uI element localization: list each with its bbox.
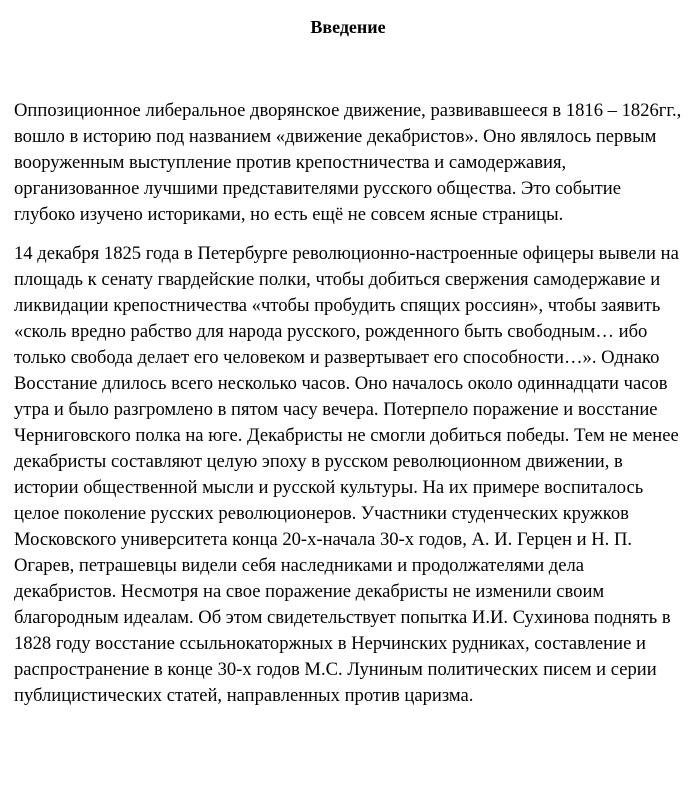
document-page: [14, 14, 682, 722]
document-title: Введение: [310, 17, 386, 37]
paragraph-uprising: 14 декабря 1825 года в Петербурге революционно-настроенные офицеры вывели на площадь к сенату гвардейские полки, чтобы добиться свержения самодержавие и ликвидации крепостничества «чтобы пробудить спящих россиян», чтобы заявить «сколь вредно рабство для народа русского, рожденного быть свободным… ибо только свобода делает его человеком и развертывает его способности…». Однако Восстание длилось всего несколько часов. Оно началось около одиннадцати часов утра и было разгромлено в пятом часу вечера. Потерпело поражение и восстание Черниговского полка на юге. Декабристы не смогли добиться победы. Тем не менее декабристы составляют целую эпоху в русском революционном движении, в истории общественной мысли и русской культуры. На их примере воспиталось целое поколение русских революционеров. Участники студенческих кружков Московского университета конца 20-х-начала 30-х годов, А. И. Герцен и Н. П. Огарев, петрашевцы видели себя наследниками и продолжателями дела декабристов. Несмотря на свое поражение декабристы не изменили своим благородным идеалам. Об этом свидетельствует попытка И.И. Сухинова поднять в 1828 году восстание ссыльнокаторжных в Нерчинских рудниках, составление и распространение в конце 30-х годов М.С. Луниным политических писем и серии публицистических статей, направленных против царизма.: [14, 243, 679, 706]
paragraph-introduction: Оппозиционное либеральное дворянское движение, развивавшееся в 1816 – 1826гг., вошло в историю под названием «движение декабристов». Оно являлось первым вооруженным выступление против крепостничества и самодержавия, организованное лучшими представителями русского общества. Это событие глубоко изучено историками, но есть ещё не совсем ясные страницы.: [14, 100, 682, 225]
